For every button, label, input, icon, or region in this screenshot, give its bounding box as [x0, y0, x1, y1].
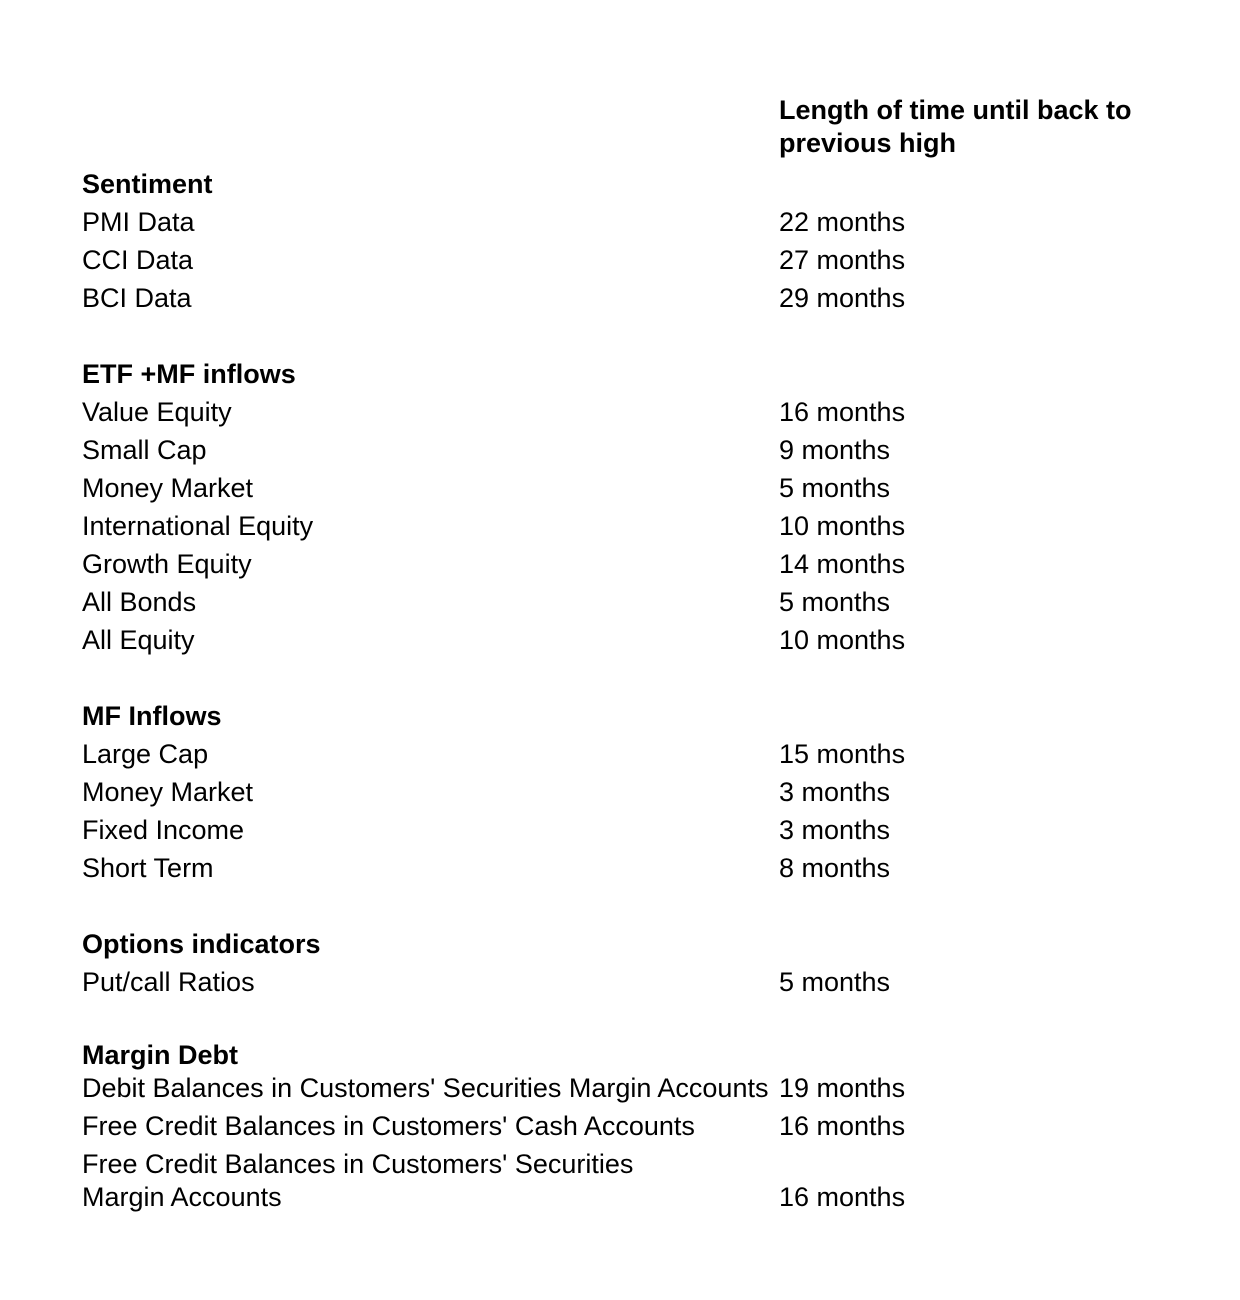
- row-label: Put/call Ratios: [82, 967, 255, 997]
- table-row: [82, 849, 1182, 887]
- row-label: International Equity: [82, 511, 314, 541]
- section-spacer: [82, 887, 1182, 925]
- row-label: Money Market: [82, 473, 254, 503]
- row-label: Free Credit Balances in Customers' Cash Accounts: [82, 1111, 695, 1141]
- section-mf-inflows: [82, 697, 1182, 887]
- table-row: [82, 621, 1182, 659]
- row-value: 9 months: [779, 435, 891, 465]
- row-label: PMI Data: [82, 207, 195, 237]
- table-row: [82, 393, 1182, 431]
- row-label: Short Term: [82, 853, 214, 883]
- section-title: Sentiment: [82, 169, 213, 199]
- table-row: [82, 431, 1182, 469]
- section-sentiment: [82, 165, 1182, 317]
- row-label: Value Equity: [82, 397, 232, 427]
- row-value: 19 months: [779, 1073, 906, 1103]
- row-label: CCI Data: [82, 245, 194, 275]
- row-value: 16 months: [779, 1111, 906, 1141]
- section-options-indicators: [82, 925, 1182, 1001]
- section-title: Margin Debt: [82, 1040, 239, 1070]
- row-value: 22 months: [779, 207, 906, 237]
- row-label: Large Cap: [82, 739, 209, 769]
- row-value: 16 months: [779, 397, 906, 427]
- row-value: 10 months: [779, 511, 906, 541]
- table-row: [82, 279, 1182, 317]
- row-value: 8 months: [779, 853, 891, 883]
- row-value: 5 months: [779, 587, 891, 617]
- row-label: All Bonds: [82, 587, 197, 617]
- row-value: 10 months: [779, 625, 906, 655]
- row-value: 29 months: [779, 283, 906, 313]
- row-value: 5 months: [779, 967, 891, 997]
- section-margin-debt: [82, 1039, 1182, 1214]
- table-row: [82, 469, 1182, 507]
- table-row: [82, 963, 1182, 1001]
- table-row: [82, 773, 1182, 811]
- section-etf-mf-inflows: [82, 355, 1182, 659]
- table-row: [82, 583, 1182, 621]
- table-row: [82, 735, 1182, 773]
- table-row: [82, 203, 1182, 241]
- row-label: All Equity: [82, 625, 195, 655]
- section-title: MF Inflows: [82, 701, 222, 731]
- row-value: 3 months: [779, 777, 891, 807]
- row-label: Fixed Income: [82, 815, 245, 845]
- section-title: ETF +MF inflows: [82, 359, 296, 389]
- table-row: [82, 1110, 1182, 1143]
- row-label: Small Cap: [82, 435, 207, 465]
- section-spacer: [82, 659, 1182, 697]
- table-row: [82, 1072, 1182, 1105]
- row-label: Free Credit Balances in Customers' Securities Margin Accounts: [82, 1149, 634, 1212]
- table-row: [82, 811, 1182, 849]
- table-row: [82, 545, 1182, 583]
- section-spacer: [82, 1001, 1182, 1039]
- table-row: [82, 241, 1182, 279]
- section-title: Options indicators: [82, 929, 321, 959]
- row-value: 5 months: [779, 473, 891, 503]
- row-value: 3 months: [779, 815, 891, 845]
- table-row: [82, 1148, 1182, 1214]
- row-label: BCI Data: [82, 283, 192, 313]
- header-spacer: [82, 94, 779, 160]
- row-value: 15 months: [779, 739, 906, 769]
- row-label: Growth Equity: [82, 549, 252, 579]
- row-label: Money Market: [82, 777, 254, 807]
- table-header: [82, 94, 1182, 160]
- row-value: 27 months: [779, 245, 906, 275]
- row-value: 16 months: [779, 1182, 906, 1212]
- table-row: [82, 507, 1182, 545]
- row-label: Debit Balances in Customers' Securities Margin Accounts: [82, 1073, 769, 1103]
- section-spacer: [82, 317, 1182, 355]
- column-title: Length of time until back to previous high: [779, 95, 1132, 158]
- row-value: 14 months: [779, 549, 906, 579]
- indicator-table: [82, 94, 1182, 1219]
